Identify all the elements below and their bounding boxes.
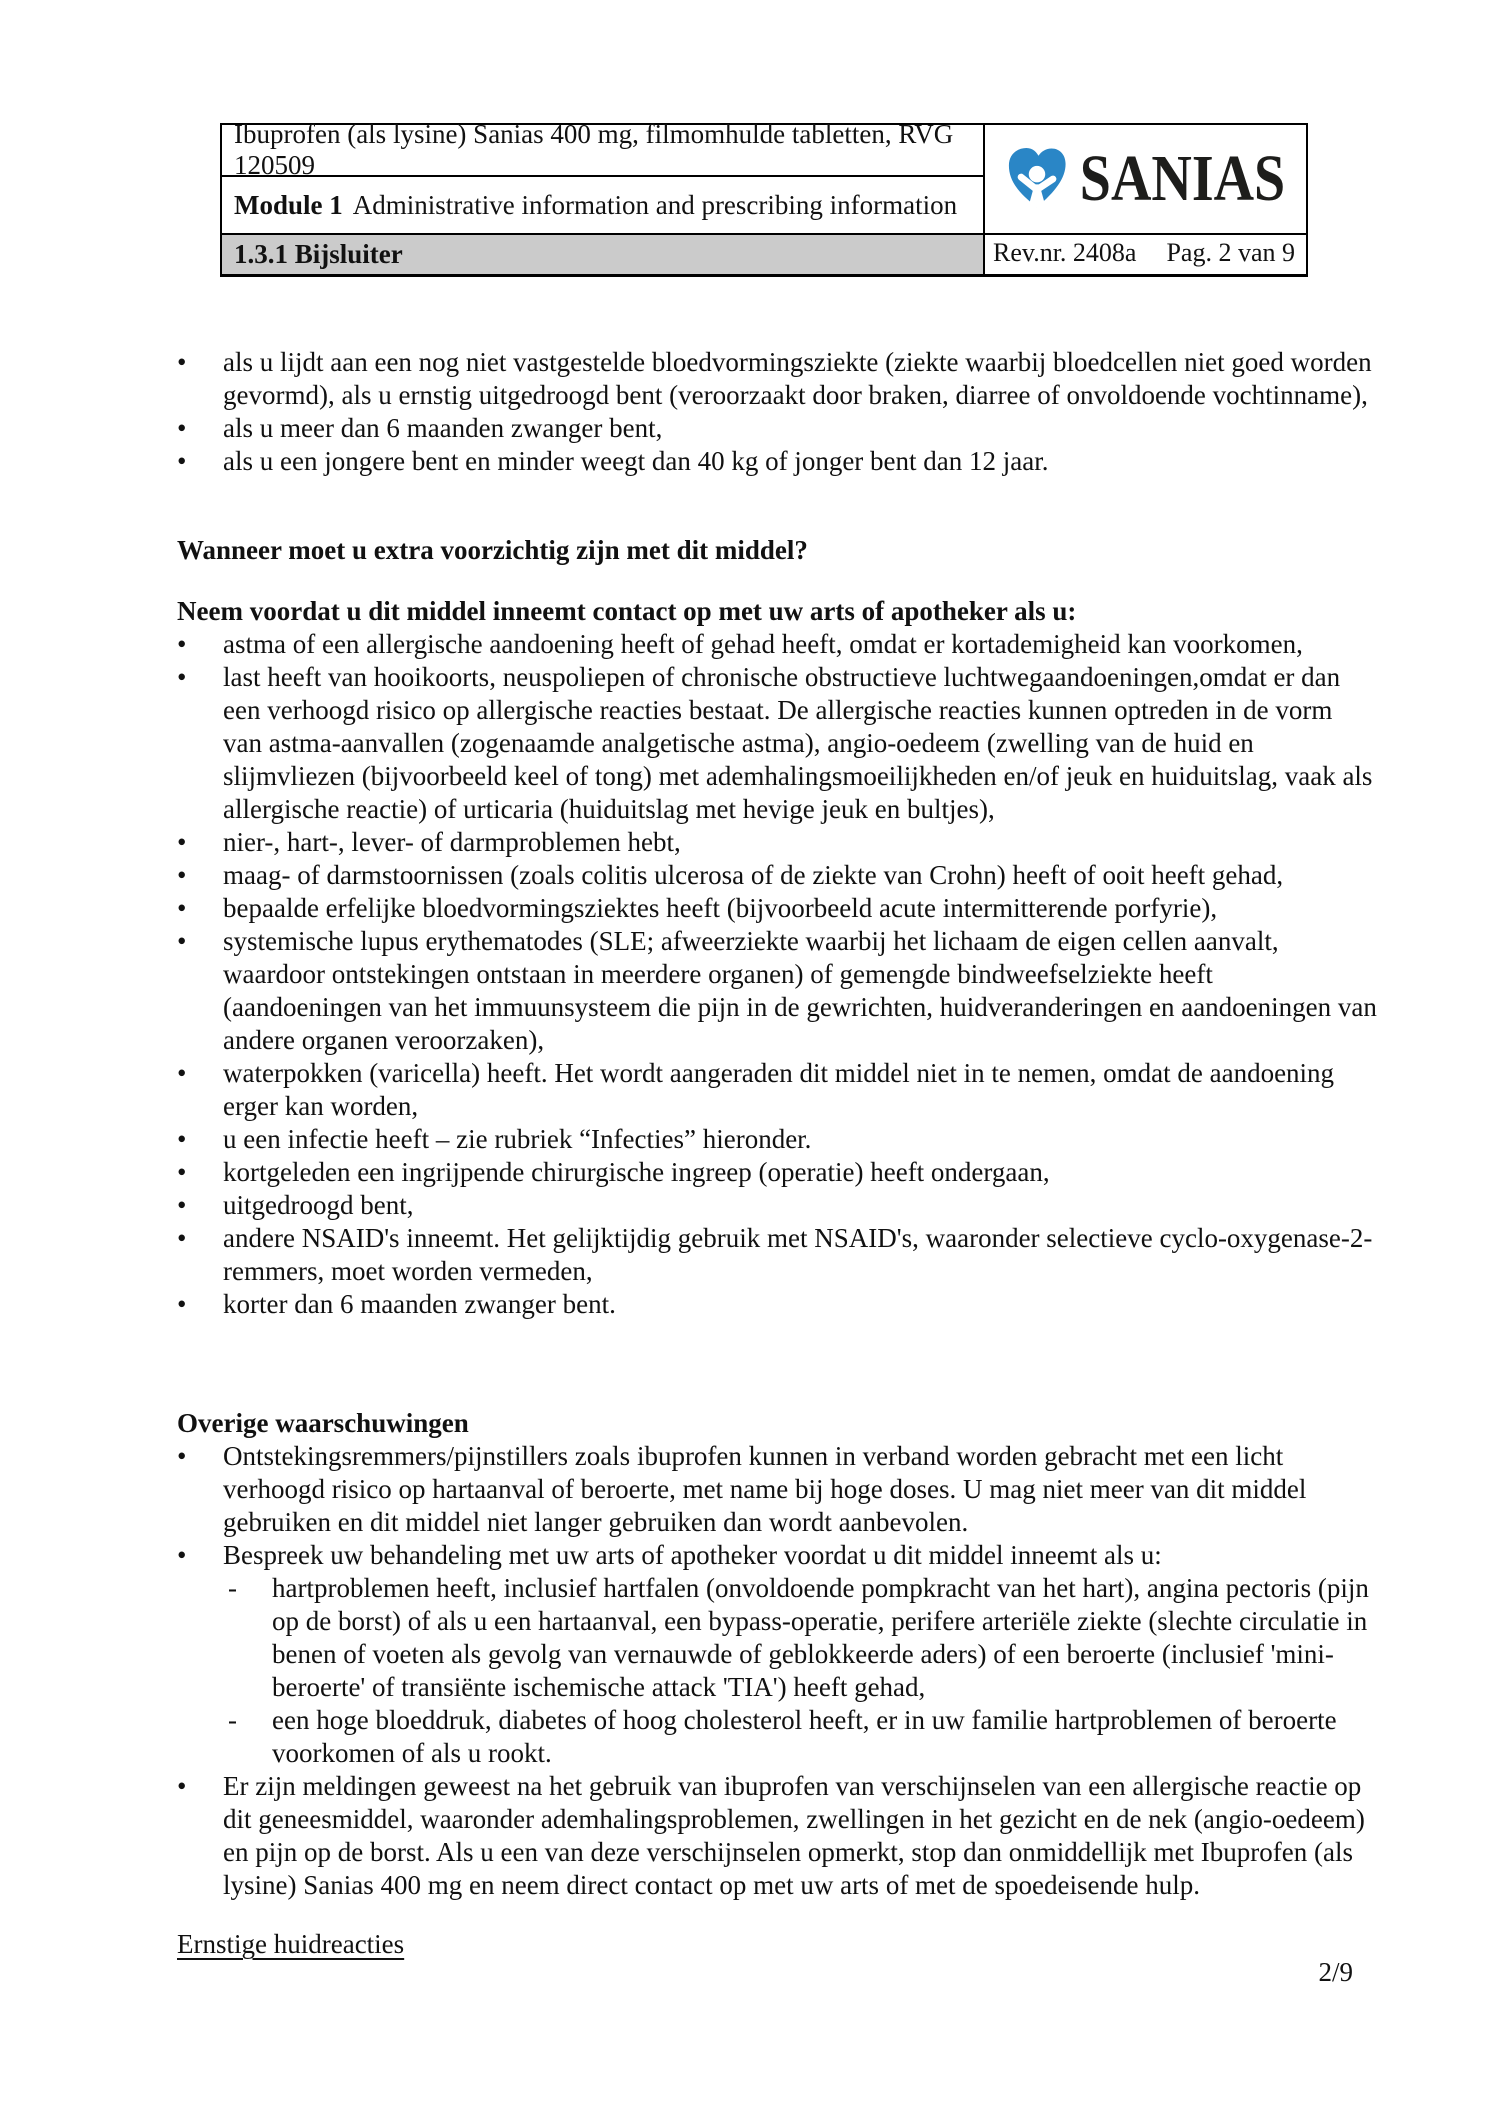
sub-list-item (177, 1572, 1378, 1704)
list-item (177, 1156, 1378, 1189)
spacer (177, 478, 1378, 534)
bullet-marker: • (177, 1540, 187, 1570)
list-item (177, 628, 1378, 661)
list-item (177, 1539, 1378, 1572)
bullet-marker: • (177, 1124, 187, 1154)
list-item (177, 346, 1378, 412)
bullet-marker: • (177, 860, 187, 890)
list-item (177, 1770, 1378, 1902)
list-item-text: kortgeleden een ingrijpende chirurgische ingreep (operatie) heeft ondergaan, (223, 1157, 1050, 1187)
bullet-marker: • (177, 662, 187, 692)
product-title (222, 119, 985, 180)
contact-bullet-list (177, 628, 1378, 1321)
sub-dash-list (177, 1572, 1378, 1770)
bullet-marker: • (177, 446, 187, 476)
page-number: 2/9 (1318, 1957, 1353, 1987)
list-item-text: systemische lupus erythematodes (SLE; afweerziekte waarbij het lichaam de eigen cellen aanvalt, waardoor ontstekingen ontstaan in meerdere organen) of gemengde bindweefselziekte heeft (aandoeningen van het immuunsysteem die pijn in de gewrichten, huidveranderingen en aandoeningen van andere organen veroorzaken), (223, 926, 1377, 1055)
sub-list-item-text: hartproblemen heeft, inclusief hartfalen (onvoldoende pompkracht van het hart), angina pectoris (pijn op de borst) of als u een hartaanval, een bypass-operatie, perifere arteriële ziekte (slechte circulatie in benen of voeten als gevolg van vernauwde of geblokkeerde aders) of een beroerte (inclusief 'mini-beroerte' of transiënte ischemische attack 'TIA') heeft gehad, (272, 1573, 1369, 1702)
list-item-text: Bespreek uw behandeling met uw arts of apotheker voordat u dit middel inneemt als u: (223, 1540, 1162, 1570)
module-text: Administrative information and prescribing information (352, 189, 958, 220)
list-item-text: Er zijn meldingen geweest na het gebruik van ibuprofen van verschijnselen van een allergische reactie op dit geneesmiddel, waaronder ademhalingsproblemen, zwellingen in het gezicht en de nek (angio-oedeem) en pijn op de borst. Als u een van deze verschijnselen opmerkt, stop dan onmiddellijk met Ibuprofen (als lysine) Sanias 400 mg en neem direct contact op met uw arts of met de spoedeisende hulp. (223, 1771, 1365, 1900)
section-row (222, 235, 985, 274)
warning-item (177, 1539, 1378, 1770)
heading-other-warnings: Overige waarschuwingen (177, 1408, 469, 1438)
list-item-text: als u meer dan 6 maanden zwanger bent, (223, 413, 663, 443)
heading-contact-doctor: Neem voordat u dit middel inneemt contact op met uw arts of apotheker als u: (177, 596, 1077, 626)
bullet-marker: • (177, 926, 187, 956)
intro-bullet-list (177, 346, 1378, 478)
revision-number: Rev.nr. 2408a (993, 237, 1137, 267)
product-title-text: Ibuprofen (als lysine) Sanias 400 mg, filmomhulde tabletten, RVG 120509 (234, 119, 954, 180)
heading-extra-caution: Wanneer moet u extra voorzichtig zijn met dit middel? (177, 535, 808, 565)
bullet-marker: • (177, 1058, 187, 1088)
dash-marker: - (228, 1705, 237, 1735)
bullet-marker: • (177, 1157, 187, 1187)
bullet-marker: • (177, 1289, 187, 1319)
list-item (177, 826, 1378, 859)
list-item-text: astma of een allergische aandoening heeft of gehad heeft, omdat er kortademigheid kan voorkomen, (223, 629, 1303, 659)
sanias-logo (985, 125, 1306, 235)
bullet-marker: • (177, 1441, 187, 1471)
bullet-marker: • (177, 413, 187, 443)
bullet-marker: • (177, 629, 187, 659)
list-item (177, 1123, 1378, 1156)
list-item (177, 1222, 1378, 1288)
module-row (222, 177, 985, 235)
module-label: Module 1 (234, 189, 343, 220)
document-header-table (220, 119, 1308, 277)
spacer (177, 1321, 1378, 1407)
page-indicator: Pag. 2 van 9 (1166, 237, 1295, 267)
revision-row (985, 235, 1306, 274)
list-item (177, 892, 1378, 925)
bullet-marker: • (177, 347, 187, 377)
sub-list-item-text: een hoge bloeddruk, diabetes of hoog cholesterol heeft, er in uw familie hartproblemen of beroerte voorkomen of als u rookt. (272, 1705, 1337, 1768)
list-item-text: korter dan 6 maanden zwanger bent. (223, 1289, 616, 1319)
warning-item (177, 1770, 1378, 1902)
list-item-text: als u lijdt aan een nog niet vastgestelde bloedvormingsziekte (ziekte waarbij bloedcellen niet goed worden gevormd), als u ernstig uitgedroogd bent (veroorzaakt door braken, diarree of onvoldoende vochtinname), (223, 347, 1372, 410)
other-warnings-list (177, 1440, 1378, 1902)
list-item-text: last heeft van hooikoorts, neuspoliepen of chronische obstructieve luchtwegaandoeningen,omdat er dan een verhoogd risico op allergische reacties bestaat. De allergische reacties kunnen optreden in de vorm van astma-aanvallen (zogenaamde analgetische astma), angio-oedeem (zwelling van de huid en slijmvliezen (bijvoorbeeld keel of tong) met ademhalingsmoeilijkheden en/of jeuk en huiduitslag, vaak als allergische reactie) of urticaria (huiduitslag met hevige jeuk en bultjes), (223, 662, 1373, 824)
warning-item (177, 1440, 1378, 1539)
list-item-text: andere NSAID's inneemt. Het gelijktijdig gebruik met NSAID's, waaronder selectieve cyclo-oxygenase-2-remmers, moet worden vermeden, (223, 1223, 1373, 1286)
bullet-marker: • (177, 1771, 187, 1801)
list-item-text: uitgedroogd bent, (223, 1190, 414, 1220)
list-item (177, 661, 1378, 826)
list-item (177, 1057, 1378, 1123)
list-item-text: maag- of darmstoornissen (zoals colitis ulcerosa of de ziekte van Crohn) heeft of ooit heeft gehad, (223, 860, 1284, 890)
sanias-heart-person-icon (1006, 145, 1068, 213)
list-item (177, 412, 1378, 445)
list-item (177, 925, 1378, 1057)
list-item-text: u een infectie heeft – zie rubriek “Infecties” hieronder. (223, 1124, 812, 1154)
list-item-text: Ontstekingsremmers/pijnstillers zoals ibuprofen kunnen in verband worden gebracht met een licht verhoogd risico op hartaanval of beroerte, met name bij hoge doses. U mag niet meer van dit middel gebruiken en dit middel niet langer gebruiken dan wordt aanbevolen. (223, 1441, 1307, 1537)
list-item-text: waterpokken (varicella) heeft. Het wordt aangeraden dit middel niet in te nemen, omdat de aandoening erger kan worden, (223, 1058, 1335, 1121)
sanias-logo-text: SANIAS (1079, 142, 1286, 216)
bullet-marker: • (177, 1190, 187, 1220)
list-item-text: bepaalde erfelijke bloedvormingsziektes heeft (bijvoorbeeld acute intermitterende porfyrie), (223, 893, 1218, 923)
bullet-marker: • (177, 827, 187, 857)
list-item (177, 445, 1378, 478)
bullet-marker: • (177, 893, 187, 923)
heading-severe-skin-reactions: Ernstige huidreacties (177, 1929, 405, 1959)
sub-list-item (177, 1704, 1378, 1770)
list-item (177, 1189, 1378, 1222)
spacer (177, 1902, 1378, 1928)
list-item-text: als u een jongere bent en minder weegt dan 40 kg of jonger bent dan 12 jaar. (223, 446, 1049, 476)
list-item (177, 1440, 1378, 1539)
list-item (177, 1288, 1378, 1321)
bullet-marker: • (177, 1223, 187, 1253)
leaflet-body (177, 346, 1378, 1961)
section-label: 1.3.1 Bijsluiter (234, 239, 403, 269)
spacer (177, 567, 1378, 595)
dash-marker: - (228, 1573, 237, 1603)
list-item (177, 859, 1378, 892)
list-item-text: nier-, hart-, lever- of darmproblemen hebt, (223, 827, 681, 857)
